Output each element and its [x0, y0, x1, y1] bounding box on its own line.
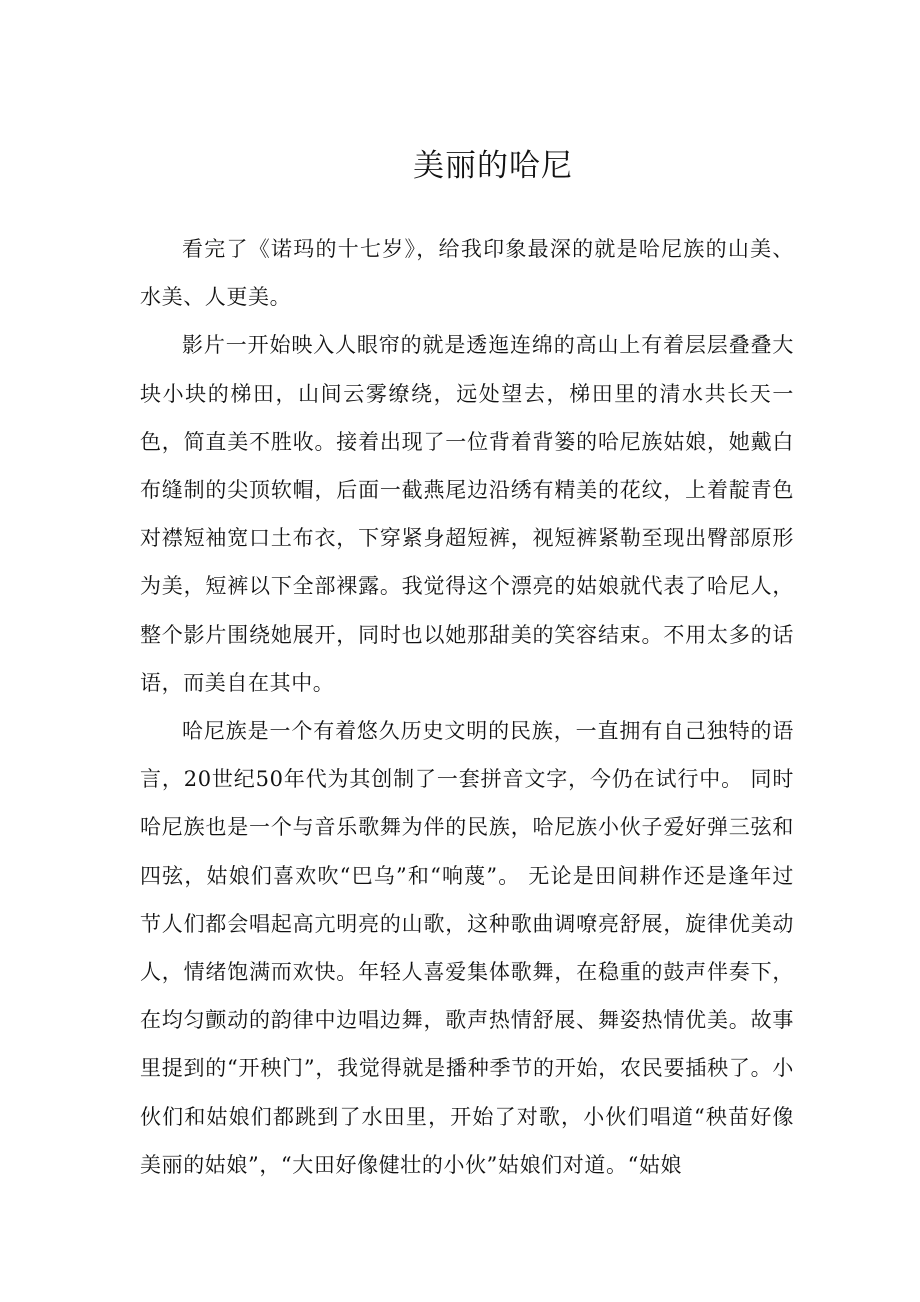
paragraph-3: 哈尼族是一个有着悠久历史文明的民族，一直拥有自己独特的语言，20世纪50年代为其创制了一套拼音文字，今仍在试行中。 同时哈尼族也是一个与音乐歌舞为伴的民族，哈尼族小伙子爱好弹三弦和四弦，姑娘们喜欢吹“巴乌”和“响蔑”。 无论是田间耕作还是逢年过节人们都会唱起高亢明亮的山歌，这种歌曲调嘹亮舒展，旋律优美动人，情绪饱满而欢快。年轻人喜爱集体歌舞，在稳重的鼓声伴奏下，在均匀颤动的韵律中边唱边舞，歌声热情舒展、舞姿热情优美。故事里提到的“开秧门”，我觉得就是播种季节的开始，农民要插秧了。小伙们和姑娘们都跳到了水田里，开始了对歌，小伙们唱道“秧苗好像美丽的姑娘”，“大田好像健壮的小伙”姑娘们对道。“姑娘 [140, 719, 794, 1177]
document-body [140, 225, 794, 1189]
paragraph-2: 影片一开始映入人眼帘的就是透迤连绵的高山上有着层层叠叠大块小块的梯田，山间云雾缭绕，远处望去，梯田里的清水共长天一色，简直美不胜收。接着出现了一位背着背篓的哈尼族姑娘，她戴白布缝制的尖顶软帽，后面一截燕尾边沿绣有精美的花纹，上着靛青色对襟短袖宽口土布衣，下穿紧身超短裤，视短裤紧勒至现出臀部原形为美，短裤以下全部裸露。我觉得这个漂亮的姑娘就代表了哈尼人，整个影片围绕她展开，同时也以她那甜美的笑容结束。不用太多的话语，而美自在其中。 [140, 333, 794, 695]
paragraph-1: 看完了《诺玛的十七岁》，给我印象最深的就是哈尼族的山美、水美、人更美。 [140, 237, 794, 310]
document-title: 美丽的哈尼 [413, 148, 573, 184]
